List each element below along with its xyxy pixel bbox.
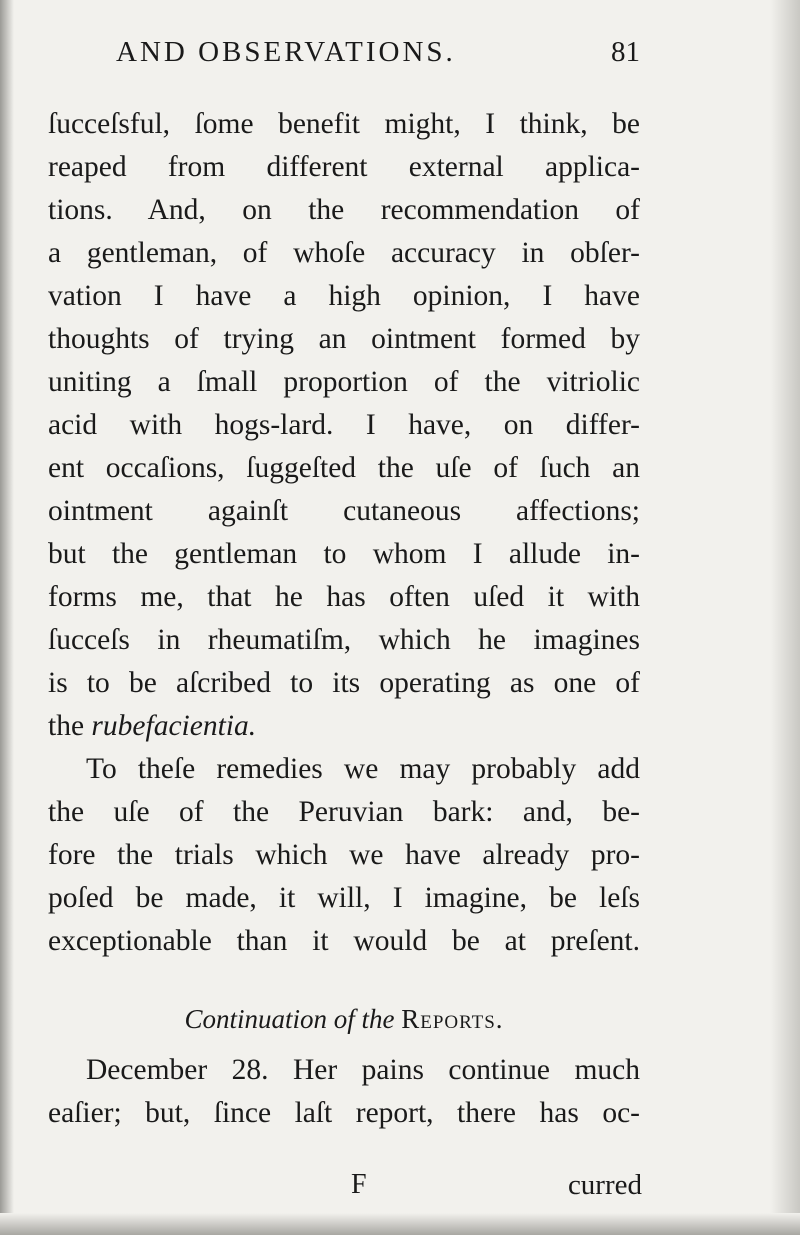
text-line: ſucceſsful, ſome benefit might, I think, be <box>48 108 640 140</box>
text-line: the uſe of the Peruvian bark: and, be- <box>48 796 640 828</box>
text-line: a gentleman, of whoſe accuracy in obſer- <box>48 237 640 269</box>
signature-mark: F <box>351 1169 367 1200</box>
heading-italic-connector: of the <box>326 1004 402 1034</box>
catchword: curred <box>567 1169 642 1201</box>
text-line: uniting a ſmall proportion of the vitriolic <box>48 366 640 398</box>
text-line: acid with hogs-lard. I have, on differ- <box>48 409 640 441</box>
text-line: eaſier; but, ſince laſt report, there has oc- <box>48 1097 640 1129</box>
text-line: tions. And, on the recommendation of <box>48 194 640 226</box>
text-line: but the gentleman to whom I allude in- <box>48 538 640 570</box>
section-heading <box>48 963 640 1049</box>
text-line: forms me, that he has often uſed it with <box>48 581 640 613</box>
text-line: vation I have a high opinion, I have <box>48 280 640 312</box>
page-edge-shadow-left <box>0 0 14 1235</box>
heading-smallcaps: Reports. <box>401 1004 504 1034</box>
page-number: 81 <box>611 36 640 68</box>
page-edge-shadow-bottom <box>0 1213 800 1235</box>
text-line: To theſe remedies we may probably add <box>86 753 640 785</box>
text-line: December 28. Her pains continue much <box>86 1054 640 1086</box>
page-edge-shadow-right <box>770 0 800 1235</box>
text-line: exceptionable than it would be at preſent. <box>48 925 640 957</box>
text-line: reaped from different external applica- <box>48 151 640 183</box>
text-line: thoughts of trying an ointment formed by <box>48 323 640 355</box>
running-head: AND OBSERVATIONS. <box>116 36 456 68</box>
page-body <box>48 103 640 1135</box>
text-line: ointment againſt cutaneous affections; <box>48 495 640 527</box>
text-line: ſucceſs in rheumatiſm, which he imagines <box>48 624 640 656</box>
text-line: fore the trials which we have already pro- <box>48 839 640 871</box>
italic-term: rubefacientia. <box>91 710 257 742</box>
heading-italic: Continuation <box>184 1004 327 1034</box>
paragraph-3 <box>48 1049 640 1135</box>
text-line: poſed be made, it will, I imagine, be leſs <box>48 882 640 914</box>
text-line: ent occaſions, ſuggeſted the uſe of ſuch an <box>48 452 640 484</box>
text-line: is to be aſcribed to its operating as one of <box>48 667 640 699</box>
text-fragment: the <box>48 710 92 742</box>
paragraph-1 <box>48 103 640 748</box>
text-line-last <box>48 705 640 748</box>
paragraph-2 <box>48 748 640 963</box>
page-header <box>116 36 646 80</box>
